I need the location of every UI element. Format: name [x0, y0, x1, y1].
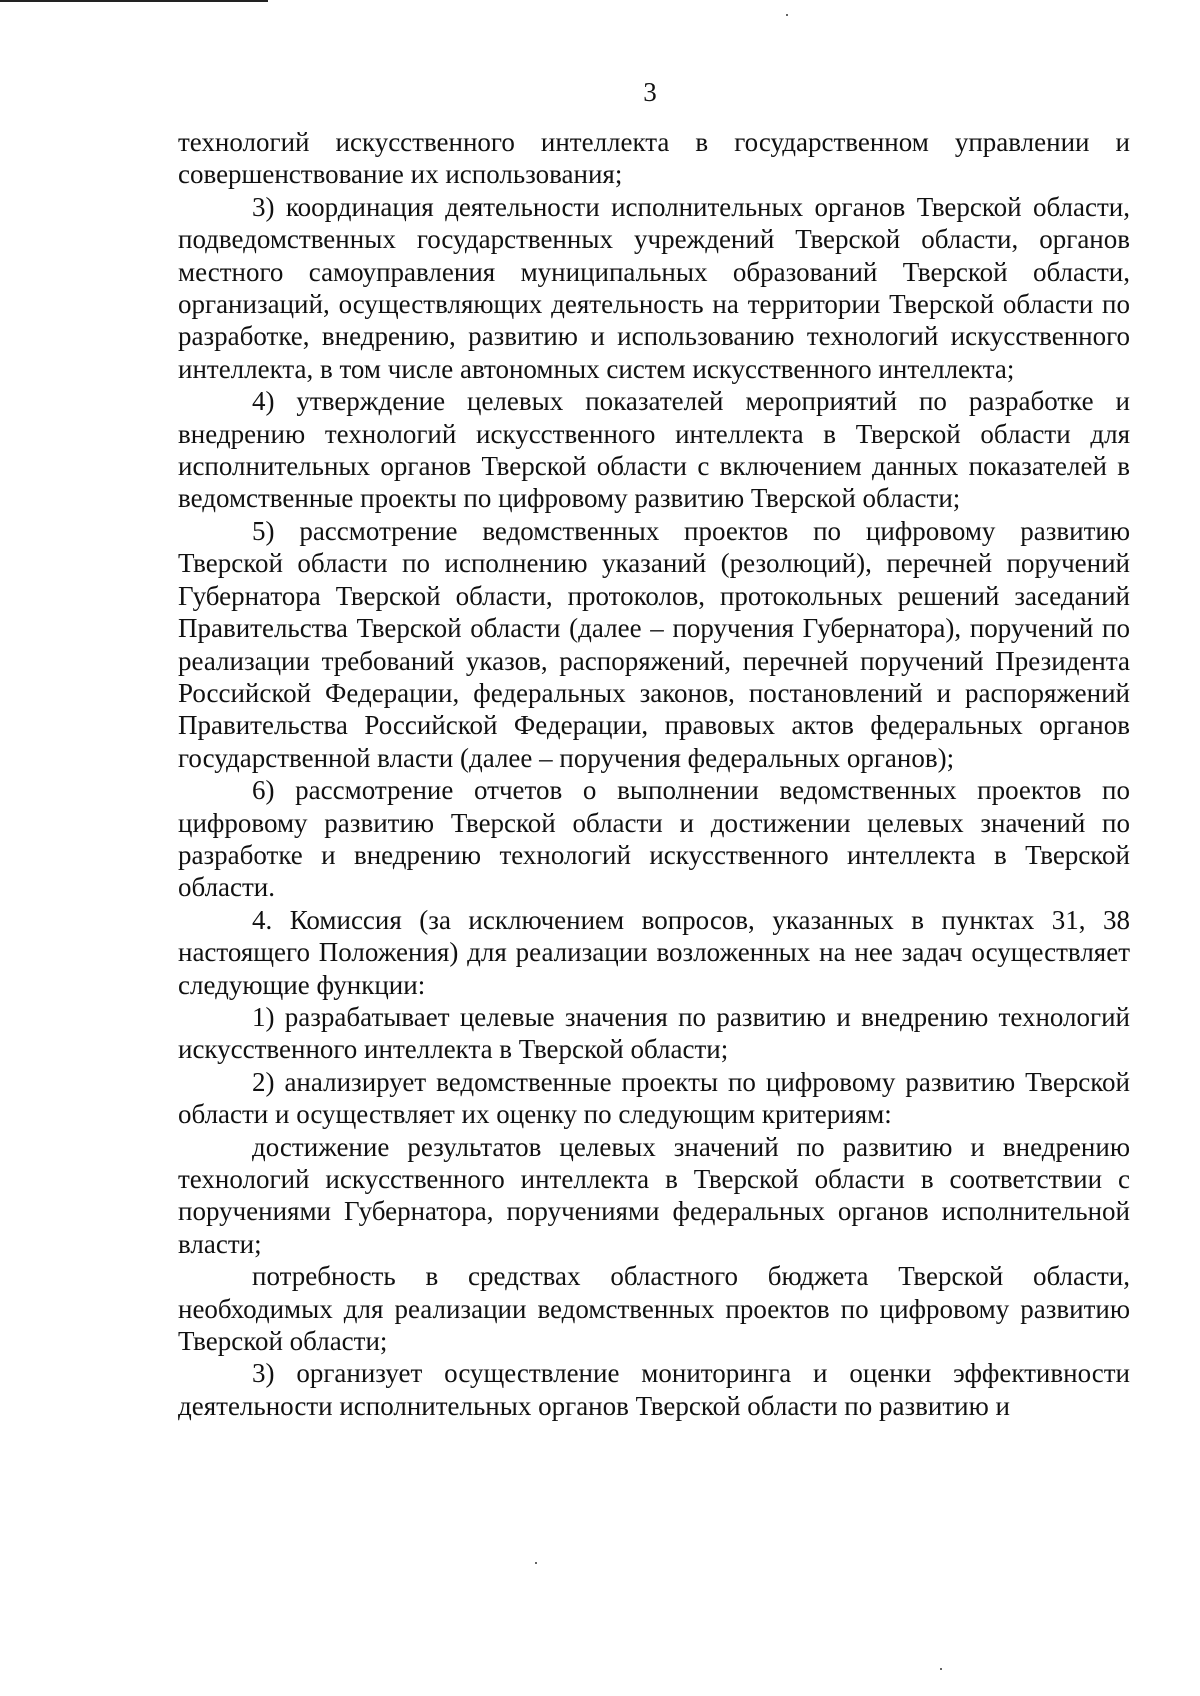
paragraph: 5) рассмотрение ведомственных проектов по цифровому развитию Тверской области по исполнению указаний (резолюций), перечней поручений Губернатора Тверской области, протоколов, протокольных решений заседаний Правительства Тверской области (далее – поручения Губернатора), поручений по реализации требований указов, распоряжений, перечней поручений Президента Российской Федерации, федеральных законов, постановлений и распоряжений Правительства Российской Федерации, правовых актов федеральных органов государственной власти (далее – поручения федеральных органов); [178, 515, 1130, 773]
page-number: 3 [643, 77, 657, 107]
paragraph: 3) организует осуществление мониторинга и оценки эффективности деятельности исполнительных органов Тверской области по развитию и [178, 1358, 1130, 1421]
paragraph: 6) рассмотрение отчетов о выполнении ведомственных проектов по цифровому развитию Тверской области и достижении целевых значений по разработке и внедрению технологий искусственного интеллекта в Тверской области. [178, 775, 1130, 903]
paragraph: 1) разрабатывает целевые значения по развитию и внедрению технологий искусственного интеллекта в Тверской области; [178, 1001, 1130, 1065]
paragraph: 2) анализирует ведомственные проекты по цифровому развитию Тверской области и осуществляет их оценку по следующим критериям: [178, 1066, 1130, 1130]
paragraph: достижение результатов целевых значений по развитию и внедрению технологий искусственного интеллекта в Тверской области в соответствии с поручениями Губернатора, поручениями федеральных органов исполнительной власти; [178, 1131, 1130, 1259]
top-edge-line [0, 0, 268, 2]
paragraph: технологий искусственного интеллекта в государственном управлении и совершенствование их использования; [178, 127, 1130, 190]
scan-speck [786, 14, 788, 16]
paragraph: потребность в средствах областного бюджета Тверской области, необходимых для реализации ведомственных проектов по цифровому развитию Тверской области; [178, 1261, 1130, 1357]
scan-speck [940, 1668, 942, 1670]
paragraph: 3) координация деятельности исполнительных органов Тверской области, подведомственных государственных учреждений Тверской области, органов местного самоуправления муниципальных образований Тверской области, организаций, осуществляющих деятельность на территории Тверской области по разработке, внедрению, развитию и использованию технологий искусственного интеллекта, в том числе автономных систем искусственного интеллекта; [178, 191, 1130, 384]
paragraph: 4. Комиссия (за исключением вопросов, указанных в пунктах 31, 38 настоящего Положения) для реализации возложенных на нее задач осуществляет следующие функции: [178, 904, 1130, 1000]
scan-speck [535, 1562, 537, 1564]
document-body [178, 126, 1130, 1422]
paragraph: 4) утверждение целевых показателей мероприятий по разработке и внедрению технологий искусственного интеллекта в Тверской области для исполнительных органов Тверской области с включением данных показателей в ведомственные проекты по цифровому развитию Тверской области; [178, 386, 1130, 514]
